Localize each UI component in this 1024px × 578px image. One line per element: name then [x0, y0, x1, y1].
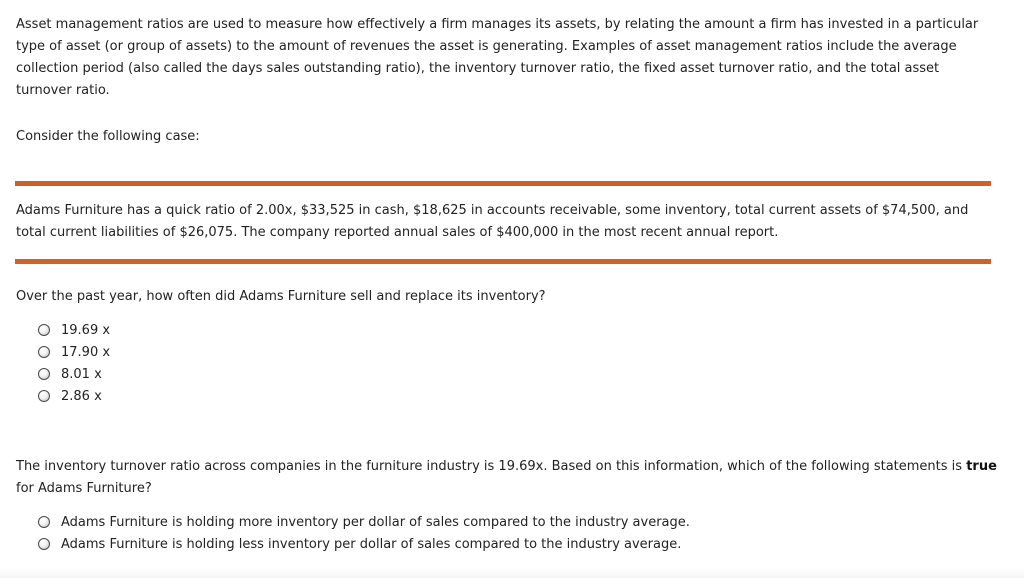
radio-button[interactable] — [38, 516, 50, 528]
radio-button[interactable] — [38, 538, 50, 550]
option-label: 2.86 x — [61, 388, 102, 404]
question-1-option-3[interactable] — [38, 363, 110, 385]
question-1-options — [38, 319, 110, 407]
question-2-option-2[interactable] — [38, 533, 690, 555]
question-1-option-4[interactable] — [38, 385, 110, 407]
option-label: 17.90 x — [61, 344, 111, 360]
option-label: Adams Furniture is holding less inventory per dollar of sales compared to the industry average. — [61, 536, 682, 552]
question-2-text — [16, 456, 1006, 500]
radio-button[interactable] — [38, 368, 50, 380]
case-description: Adams Furniture has a quick ratio of 2.00x, $33,525 in cash, $18,625 in accounts receivable, some inventory, total current assets of $74,500, and total current liabilities of $26,075. The company reported annual sales of $400,000 in the most recent annual report. — [16, 203, 969, 240]
question-2-text-after: for Adams Furniture? — [16, 481, 152, 496]
intro-paragraph: Asset management ratios are used to measure how effectively a firm manages its assets, by relating the amount a firm has invested in a particular type of asset (or group of assets) to the amount of revenues the asset is generating. Examples of asset management ratios include the average collection period (also called the days sales outstanding ratio), the inventory turnover ratio, the fixed asset turnover ratio, and the total asset turnover ratio. — [16, 17, 979, 98]
bottom-fade — [0, 568, 1024, 578]
case-divider-bottom — [15, 259, 991, 264]
option-label: Adams Furniture is holding more inventory per dollar of sales compared to the industry average. — [61, 514, 690, 530]
consider-case-label: Consider the following case: — [16, 129, 200, 144]
question-1-option-1[interactable] — [38, 319, 110, 341]
question-2-option-1[interactable] — [38, 511, 690, 533]
radio-button[interactable] — [38, 390, 50, 402]
option-label: 19.69 x — [61, 322, 111, 338]
radio-button[interactable] — [38, 324, 50, 336]
option-label: 8.01 x — [61, 366, 102, 382]
radio-button[interactable] — [38, 346, 50, 358]
case-divider-top — [15, 181, 991, 186]
question-2-emphasis: true — [966, 459, 997, 474]
question-1-text: Over the past year, how often did Adams Furniture sell and replace its inventory? — [16, 289, 546, 304]
question-2-options — [38, 511, 690, 555]
question-2-text-before: The inventory turnover ratio across companies in the furniture industry is 19.69x. Based on this information, which of the following statements is — [16, 459, 967, 474]
question-1-option-2[interactable] — [38, 341, 110, 363]
